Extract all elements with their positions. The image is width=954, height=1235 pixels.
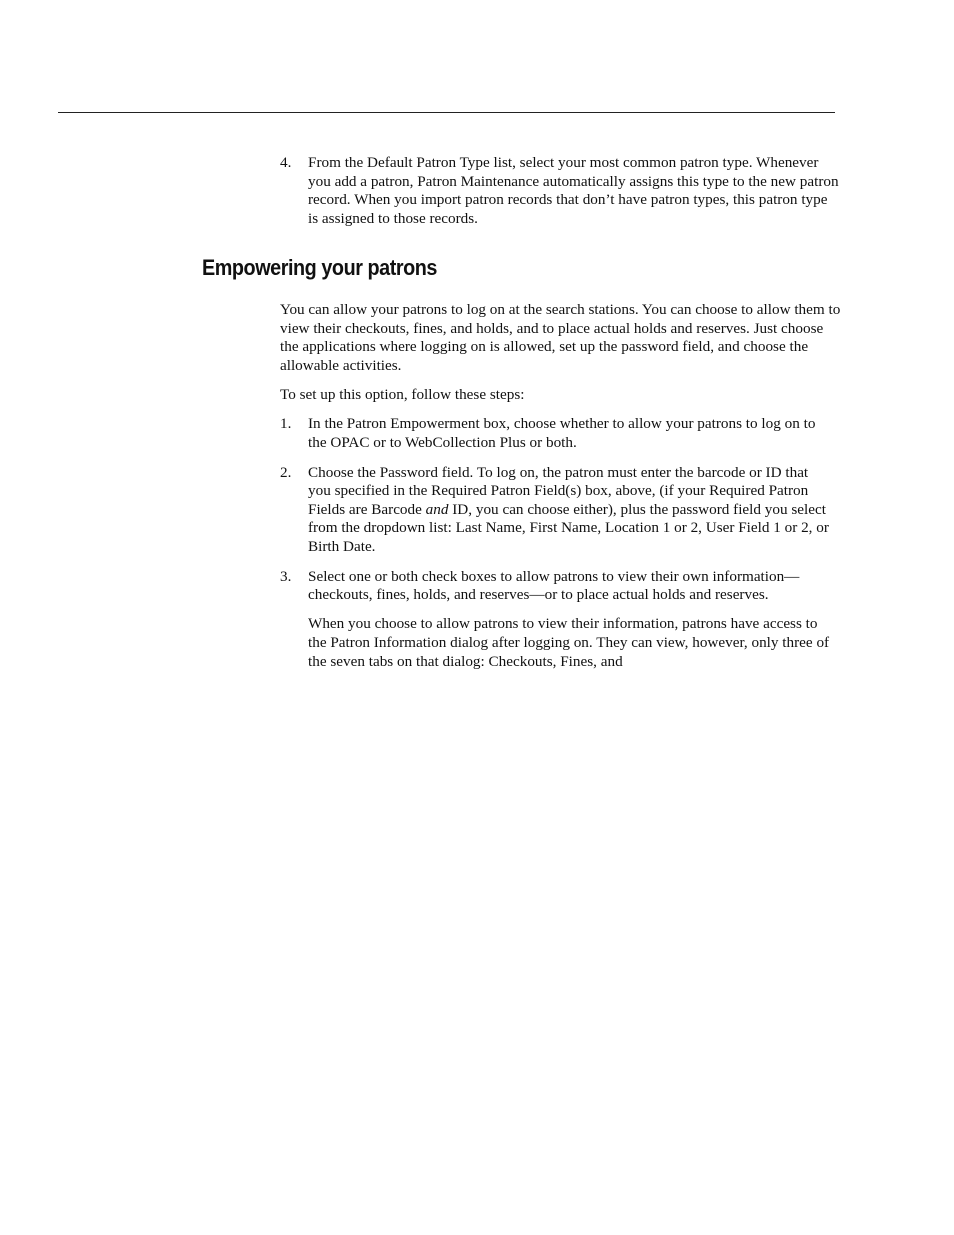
step-number: 4.: [280, 154, 292, 171]
step-number: 1.: [280, 415, 292, 433]
list-item: [280, 415, 830, 452]
intro-paragraph: You can allow your patrons to log on at the search stations. You can choose to allow them to view their checkouts, fines, and holds, and to place actual holds and reserves. Just choose the applications where logging on is allowed, set up the password field, and choose the allowable activities.: [280, 301, 841, 374]
step-text: In the Patron Empowerment box, choose whether to allow your patrons to log on to the OPAC or to WebCollection Plus or both.: [308, 415, 816, 452]
step-number: 2.: [280, 463, 292, 481]
step-text-part: Choose the Password field. To log on, the patron must enter the barcode or ID that you specified in the Required Patron Field(s) box, above, (if your Required Patron Fields are Barcode: [308, 463, 809, 518]
list-item: [280, 464, 830, 557]
list-item: [280, 568, 830, 671]
step-text-part: ID, you can choose either), plus the password field you select from the dropdown list: Last Name, First Name, Location 1 or 2, User Field 1 or 2, or Birth Date.: [308, 500, 829, 556]
setup-steps-list: [280, 415, 830, 671]
header-rule: [58, 112, 835, 113]
step-text: From the Default Patron Type list, select your most common patron type. Whenever you add a patron, Patron Maintenance automatically assigns this type to the new patron record. When you import patron records that don’t have patron types, this patron type is assigned to those records.: [308, 154, 839, 227]
emphasis-text: and: [425, 500, 449, 518]
step-text: [308, 464, 830, 557]
section-heading: Empowering your patrons: [202, 255, 437, 280]
section-body: [280, 301, 842, 671]
step-text: Select one or both check boxes to allow patrons to view their own information—checkouts, fines, holds, and reserves—or to place actual holds and reserves.: [308, 567, 800, 604]
list-item: [280, 154, 840, 228]
steps-lead-paragraph: To set up this option, follow these steps:: [280, 386, 525, 404]
step-number: 3.: [280, 567, 292, 585]
step-continuation-text: When you choose to allow patrons to view their information, patrons have access to the Patron Information dialog after logging on. They can view, however, only three of the seven tabs on that dialog: Checkouts, Fines, and: [308, 615, 830, 670]
continued-step-list: [280, 154, 840, 228]
